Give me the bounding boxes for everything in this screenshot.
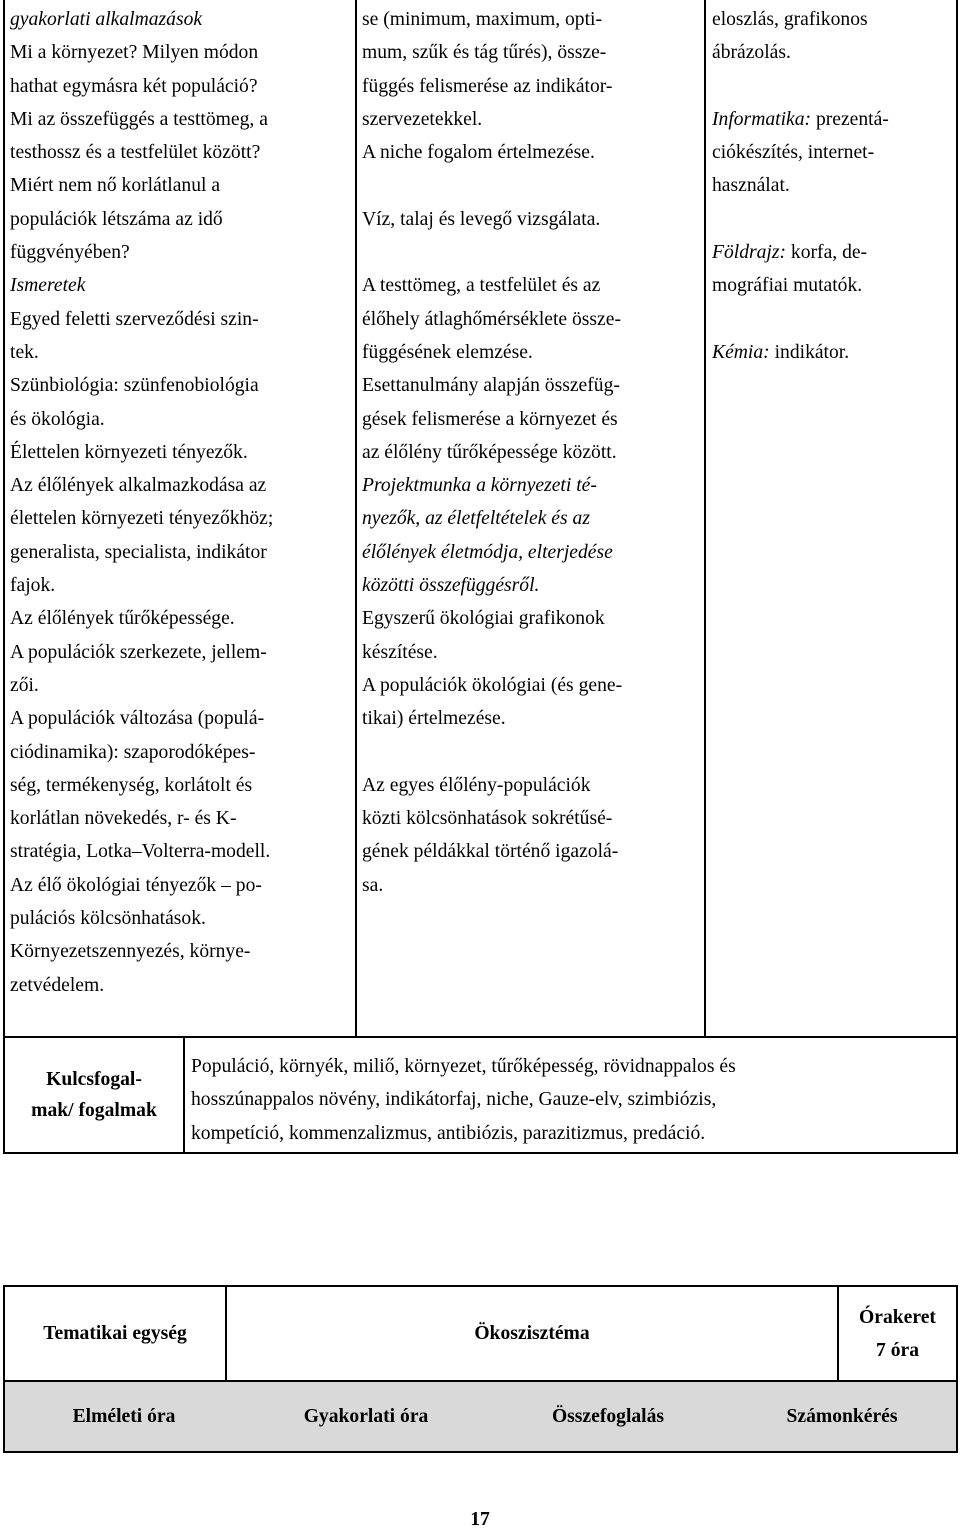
text-line: mum, szűk és tág tűrés), össze- — [362, 42, 607, 64]
keywords-label — [5, 1038, 183, 1152]
text-line: közötti összefüggésről. — [362, 575, 540, 597]
text-line: se (minimum, maximum, opti- — [362, 9, 603, 30]
blank-line — [712, 70, 889, 103]
blank-line — [712, 203, 889, 236]
keywords-line: Populáció, környék, miliő, környezet, tűrőképesség, rövidnappalos és — [191, 1056, 736, 1077]
table-border-left — [3, 0, 5, 1153]
text-line: sa. — [362, 874, 384, 896]
text-line: A populációk ökológiai (és gene- — [362, 674, 623, 696]
text-line: Környezetszennyezés, környe- — [10, 941, 251, 963]
text-line: tikai) értelmezése. — [362, 708, 506, 730]
text-fragment: korfa, de- — [786, 242, 868, 264]
text-line: stratégia, Lotka–Volterra-modell. — [10, 841, 271, 863]
text-fragment: indikátor. — [769, 341, 850, 363]
text-line: ábrázolás. — [712, 42, 791, 64]
text-line: és ökológia. — [10, 408, 105, 430]
text-line: gének példákkal történő igazolá- — [362, 841, 619, 863]
text-line: függés felismerése az indikátor- — [362, 75, 613, 97]
subject-name: Kémia: — [712, 341, 770, 363]
text-line: Egyszerű ökológiai grafikonok — [362, 608, 605, 630]
text-line: fajok. — [10, 575, 56, 597]
text-line: A populációk szerkezete, jellem- — [10, 641, 267, 663]
table-border-bottom — [3, 1152, 958, 1154]
unit-table-bottom — [3, 1451, 958, 1453]
text-line: Szünbiológia: szünfenobiológia — [10, 375, 259, 397]
text-line: A populációk változása (populá- — [10, 708, 265, 730]
text-line: Élettelen környezeti tényezők. — [10, 441, 248, 463]
table-border-right — [956, 0, 958, 1153]
text-line — [712, 236, 889, 269]
text-line: gések felismerése a környezet és — [362, 408, 618, 430]
keywords-line: kompetíció, kommenzalizmus, antibiózis, parazitizmus, predáció. — [191, 1122, 706, 1144]
text-line: közti kölcsönhatások sokrétűsé- — [362, 808, 613, 830]
blank-line — [362, 169, 622, 202]
text-line: populációk létszáma az idő — [10, 208, 223, 230]
text-line: eloszlás, grafikonos — [712, 9, 868, 30]
text-line: zetvédelem. — [10, 974, 105, 996]
text-fragment: prezentá- — [811, 108, 889, 130]
text-line: használat. — [712, 175, 790, 197]
text-line: az élőlény tűrőképessége között. — [362, 441, 617, 463]
text-line: generalista, specialista, indikátor — [10, 541, 267, 563]
hours-label: Órakeret — [859, 1306, 936, 1328]
text-line: Az élőlények alkalmazkodása az — [10, 475, 267, 497]
page-number: 17 — [470, 1509, 490, 1530]
text-line: szervezetekkel. — [362, 108, 483, 130]
text-line: testhossz és a testfelület között? — [10, 142, 261, 164]
subject-name: Földrajz: — [712, 242, 787, 264]
text-line: készítése. — [362, 641, 438, 663]
text-line: élőhely átlaghőmérséklete össze- — [362, 308, 621, 330]
text-line: függvényében? — [10, 242, 130, 264]
hours-theory: Elméleti óra — [72, 1405, 176, 1427]
text-line: Ismeretek — [10, 275, 86, 297]
text-line: Az élőlények tűrőképessége. — [10, 608, 235, 630]
content-column-knowledge — [10, 3, 273, 1002]
text-line: zői. — [10, 674, 39, 696]
text-line: hathat egymásra két populáció? — [10, 75, 258, 97]
content-column-connections — [712, 3, 889, 369]
keywords-label-line2: mak/ fogalmak — [31, 1100, 157, 1121]
text-line: függésének elemzése. — [362, 341, 533, 363]
text-line: ciódinamika): szaporodóképes- — [10, 741, 256, 763]
text-line: Víz, talaj és levegő vizsgálata. — [362, 208, 601, 230]
text-line: A testtömeg, a testfelület és az — [362, 275, 601, 297]
text-line: pulációs kölcsönhatások. — [10, 908, 206, 930]
text-line: élettelen környezeti tényezőkhöz; — [10, 508, 274, 530]
text-line: gyakorlati alkalmazások — [10, 9, 203, 30]
hours-summary: Összefoglalás — [551, 1405, 665, 1427]
text-line — [712, 336, 889, 369]
blank-line — [712, 303, 889, 336]
blank-line — [362, 236, 622, 269]
table-border-keywords — [183, 1036, 185, 1153]
unit-title: Ökoszisztéma — [474, 1322, 590, 1344]
table-border-col1 — [355, 0, 357, 1037]
keywords-text — [191, 1050, 736, 1150]
table-border-col2 — [704, 0, 706, 1037]
text-line: Miért nem nő korlátlanul a — [10, 175, 221, 197]
subject-name: Informatika: — [712, 108, 812, 130]
content-column-activities — [362, 3, 622, 902]
text-line: Mi az összefüggés a testtömeg, a — [10, 108, 268, 130]
text-line — [712, 103, 889, 136]
hours-value: 7 óra — [876, 1339, 919, 1361]
text-line: A niche fogalom értelmezése. — [362, 142, 595, 164]
text-line: korlátlan növekedés, r- és K- — [10, 808, 237, 830]
text-line: Az élő ökológiai tényezők – po- — [10, 874, 262, 896]
blank-line — [362, 736, 622, 769]
text-line: tek. — [10, 341, 39, 363]
keywords-label-line1: Kulcsfogal- — [46, 1069, 142, 1090]
text-line: mográfiai mutatók. — [712, 275, 863, 297]
text-line: nyezők, az életfeltételek és az — [362, 508, 590, 530]
hours-practice: Gyakorlati óra — [303, 1405, 429, 1427]
unit-hours — [839, 1287, 956, 1380]
text-line: Esettanulmány alapján összefüg- — [362, 375, 620, 397]
text-line: élőlények életmódja, elterjedése — [362, 541, 613, 563]
text-line: ség, termékenység, korlátolt és — [10, 774, 253, 796]
text-line: Az egyes élőlény-populációk — [362, 774, 591, 796]
unit-label: Tematikai egység — [43, 1322, 187, 1344]
keywords-line: hosszúnappalos növény, indikátorfaj, niche, Gauze-elv, szimbiózis, — [191, 1089, 717, 1111]
text-line: Projektmunka a környezeti té- — [362, 475, 597, 497]
text-line: Egyed feletti szerveződési szin- — [10, 308, 259, 330]
text-line: ciókészítés, internet- — [712, 142, 875, 164]
text-line: Mi a környezet? Milyen módon — [10, 42, 259, 64]
hours-assessment: Számonkérés — [786, 1405, 898, 1427]
